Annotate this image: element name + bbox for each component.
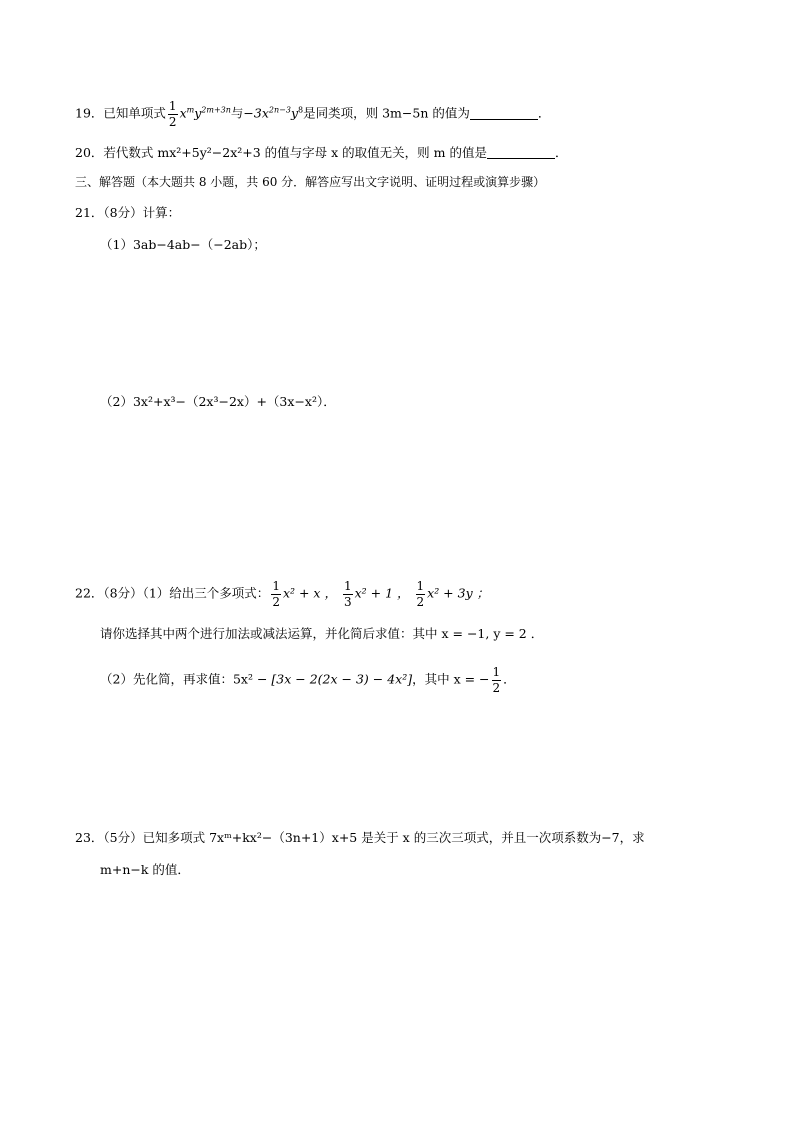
q22-poly2-fraction: $\frac{1}{3}$ bbox=[343, 579, 352, 609]
question-22-line2: 请你选择其中两个进行加法或减法运算，并化简后求值：其中 x = −1, y = 2 ． bbox=[100, 626, 544, 641]
question-20: 20．若代数式 mx²+5y²−2x²+3 的值与字母 x 的取值无关，则 m 的值是 ． bbox=[75, 145, 568, 160]
q22-poly1: x² + x ， bbox=[282, 585, 337, 601]
q22-poly2: x² + 1 ， bbox=[354, 585, 410, 601]
q22-poly1-fraction: $\frac{1}{2}$ bbox=[272, 579, 280, 609]
question-21-part2: （2）3x²+x³−（2x³−2x）+（3x−x²）． bbox=[100, 394, 336, 409]
q20-answer-blank[interactable] bbox=[487, 146, 555, 159]
q22-poly3: x² + 3y ； bbox=[427, 585, 490, 601]
q19-number: 19． bbox=[75, 105, 104, 121]
q19-text-c: 是同类项，则 3m−5n 的值为 bbox=[303, 105, 470, 121]
q19-text-a: 已知单项式 bbox=[103, 105, 166, 121]
q19-fraction: $\frac{1}{2}$ bbox=[168, 99, 177, 129]
question-19: 19．已知单项式 $\frac{1}{2}$ $x^my^{2m+3n}$与$-3x^{2n-3}y^8$是同类项，则 3m−5n 的值为 ． bbox=[75, 99, 551, 129]
question-22-header: 22．（8分）（1）给出三个多项式： $\frac{1}{2}$ x² + x ， $\frac{1}{3}$ x² + 1 ， $\frac{1}{2}$ x² + 3y ； bbox=[75, 579, 490, 609]
q20-text: 若代数式 mx²+5y²−2x²+3 的值与字母 x 的取值无关，则 m 的值是 bbox=[103, 145, 487, 160]
q22-bracket-expression: [3x − 2(2x − 3) − 4x²] bbox=[271, 671, 413, 687]
question-21-part1: （1）3ab−4ab−（−2ab）； bbox=[100, 237, 266, 252]
q19-answer-blank[interactable] bbox=[470, 107, 538, 120]
q22-poly3-fraction: $\frac{1}{2}$ bbox=[416, 579, 425, 609]
question-23-line2: m+n−k 的值． bbox=[100, 862, 190, 877]
section-3-heading: 三、解答题（本大题共 8 小题，共 60 分．解答应写出文字说明、证明过程或演算步骤） bbox=[75, 175, 546, 189]
question-21-header: 21．（8分）计算： bbox=[75, 205, 181, 220]
question-22-part2: （2）先化简，再求值：5x² − [3x − 2(2x − 3) − 4x²]，其中 x = − $\frac{1}{2}$ ． bbox=[100, 665, 516, 695]
q20-number: 20． bbox=[75, 145, 104, 160]
q22-part2-fraction: $\frac{1}{2}$ bbox=[492, 665, 501, 695]
question-23-line1: 23．（5分）已知多项式 7xᵐ+kx²−（3n+1）x+5 是关于 x 的三次三项式，并且一次项系数为−7，求 bbox=[75, 830, 645, 845]
